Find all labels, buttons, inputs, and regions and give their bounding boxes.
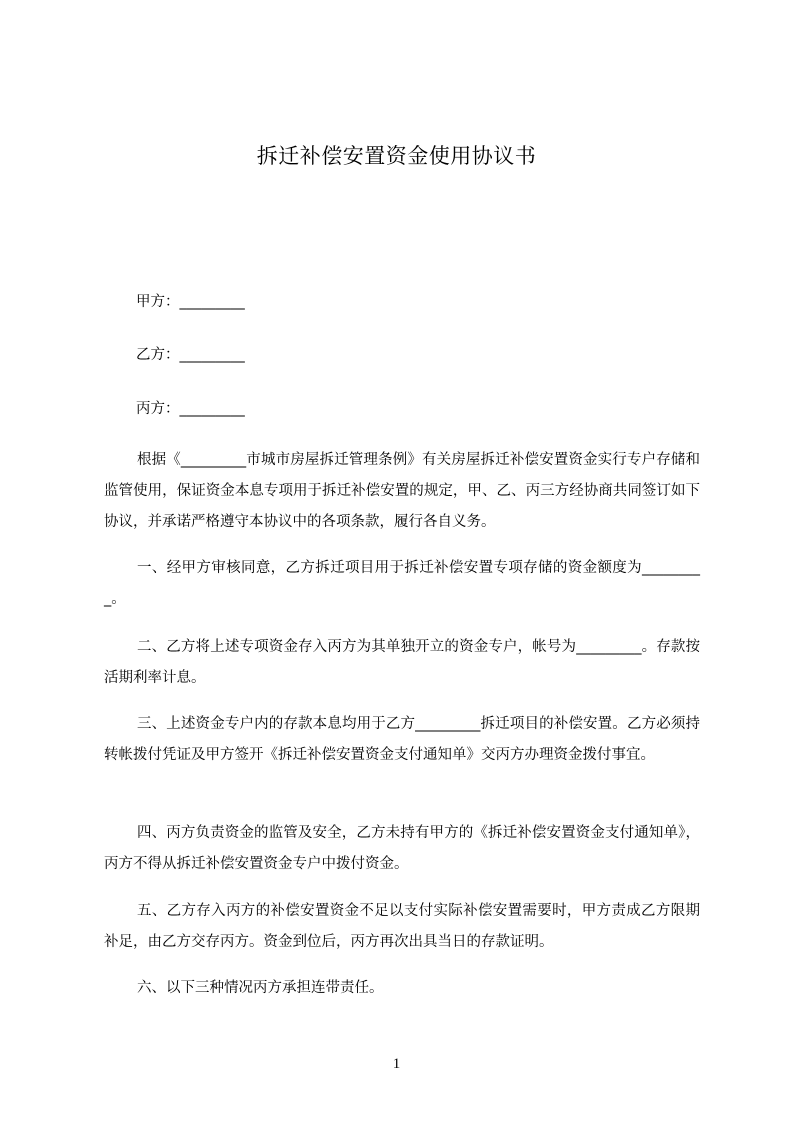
document-title: 拆迁补偿安置资金使用协议书 — [256, 144, 537, 168]
clause-1-paragraph: 一、经甲方审核同意，乙方拆迁项目用于拆迁补偿安置专项存储的资金额度为_________。 — [104, 560, 700, 607]
clause-6-paragraph: 六、以下三种情况丙方承担连带责任。 — [137, 980, 384, 996]
preamble-paragraph: 根据《_________市城市房屋拆迁管理条例》有关房屋拆迁补偿安置资金实行专户存储和监管使用，保证资金本息专项用于拆迁补偿安置的规定，甲、乙、丙三方经协商共同签订如下协议，并承诺严格遵守本协议中的各项条款，履行各自义务。 — [104, 452, 700, 530]
party-c-line: 丙方：_________ — [136, 401, 245, 417]
clause-3-paragraph: 三、上述资金专户内的存款本息均用于乙方_________拆迁项目的补偿安置。乙方必须持转帐拨付凭证及甲方签开《拆迁补偿安置资金支付通知单》交丙方办理资金拨付事宜。 — [104, 716, 700, 763]
page-number: 1 — [392, 1056, 401, 1072]
clause-5-paragraph: 五、乙方存入丙方的补偿安置资金不足以支付实际补偿安置需要时，甲方责成乙方限期补足，由乙方交存丙方。资金到位后，丙方再次出具当日的存款证明。 — [104, 903, 700, 950]
party-b-line: 乙方：_________ — [136, 347, 245, 363]
clause-2-paragraph: 二、乙方将上述专项资金存入丙方为其单独开立的资金专户，帐号为_________。存款按活期利率计息。 — [104, 639, 700, 686]
clause-4-paragraph: 四、丙方负责资金的监管及安全，乙方未持有甲方的《拆迁补偿安置资金支付通知单》，丙方不得从拆迁补偿安置资金专户中拨付资金。 — [104, 825, 700, 872]
party-a-line: 甲方：_________ — [136, 294, 245, 310]
